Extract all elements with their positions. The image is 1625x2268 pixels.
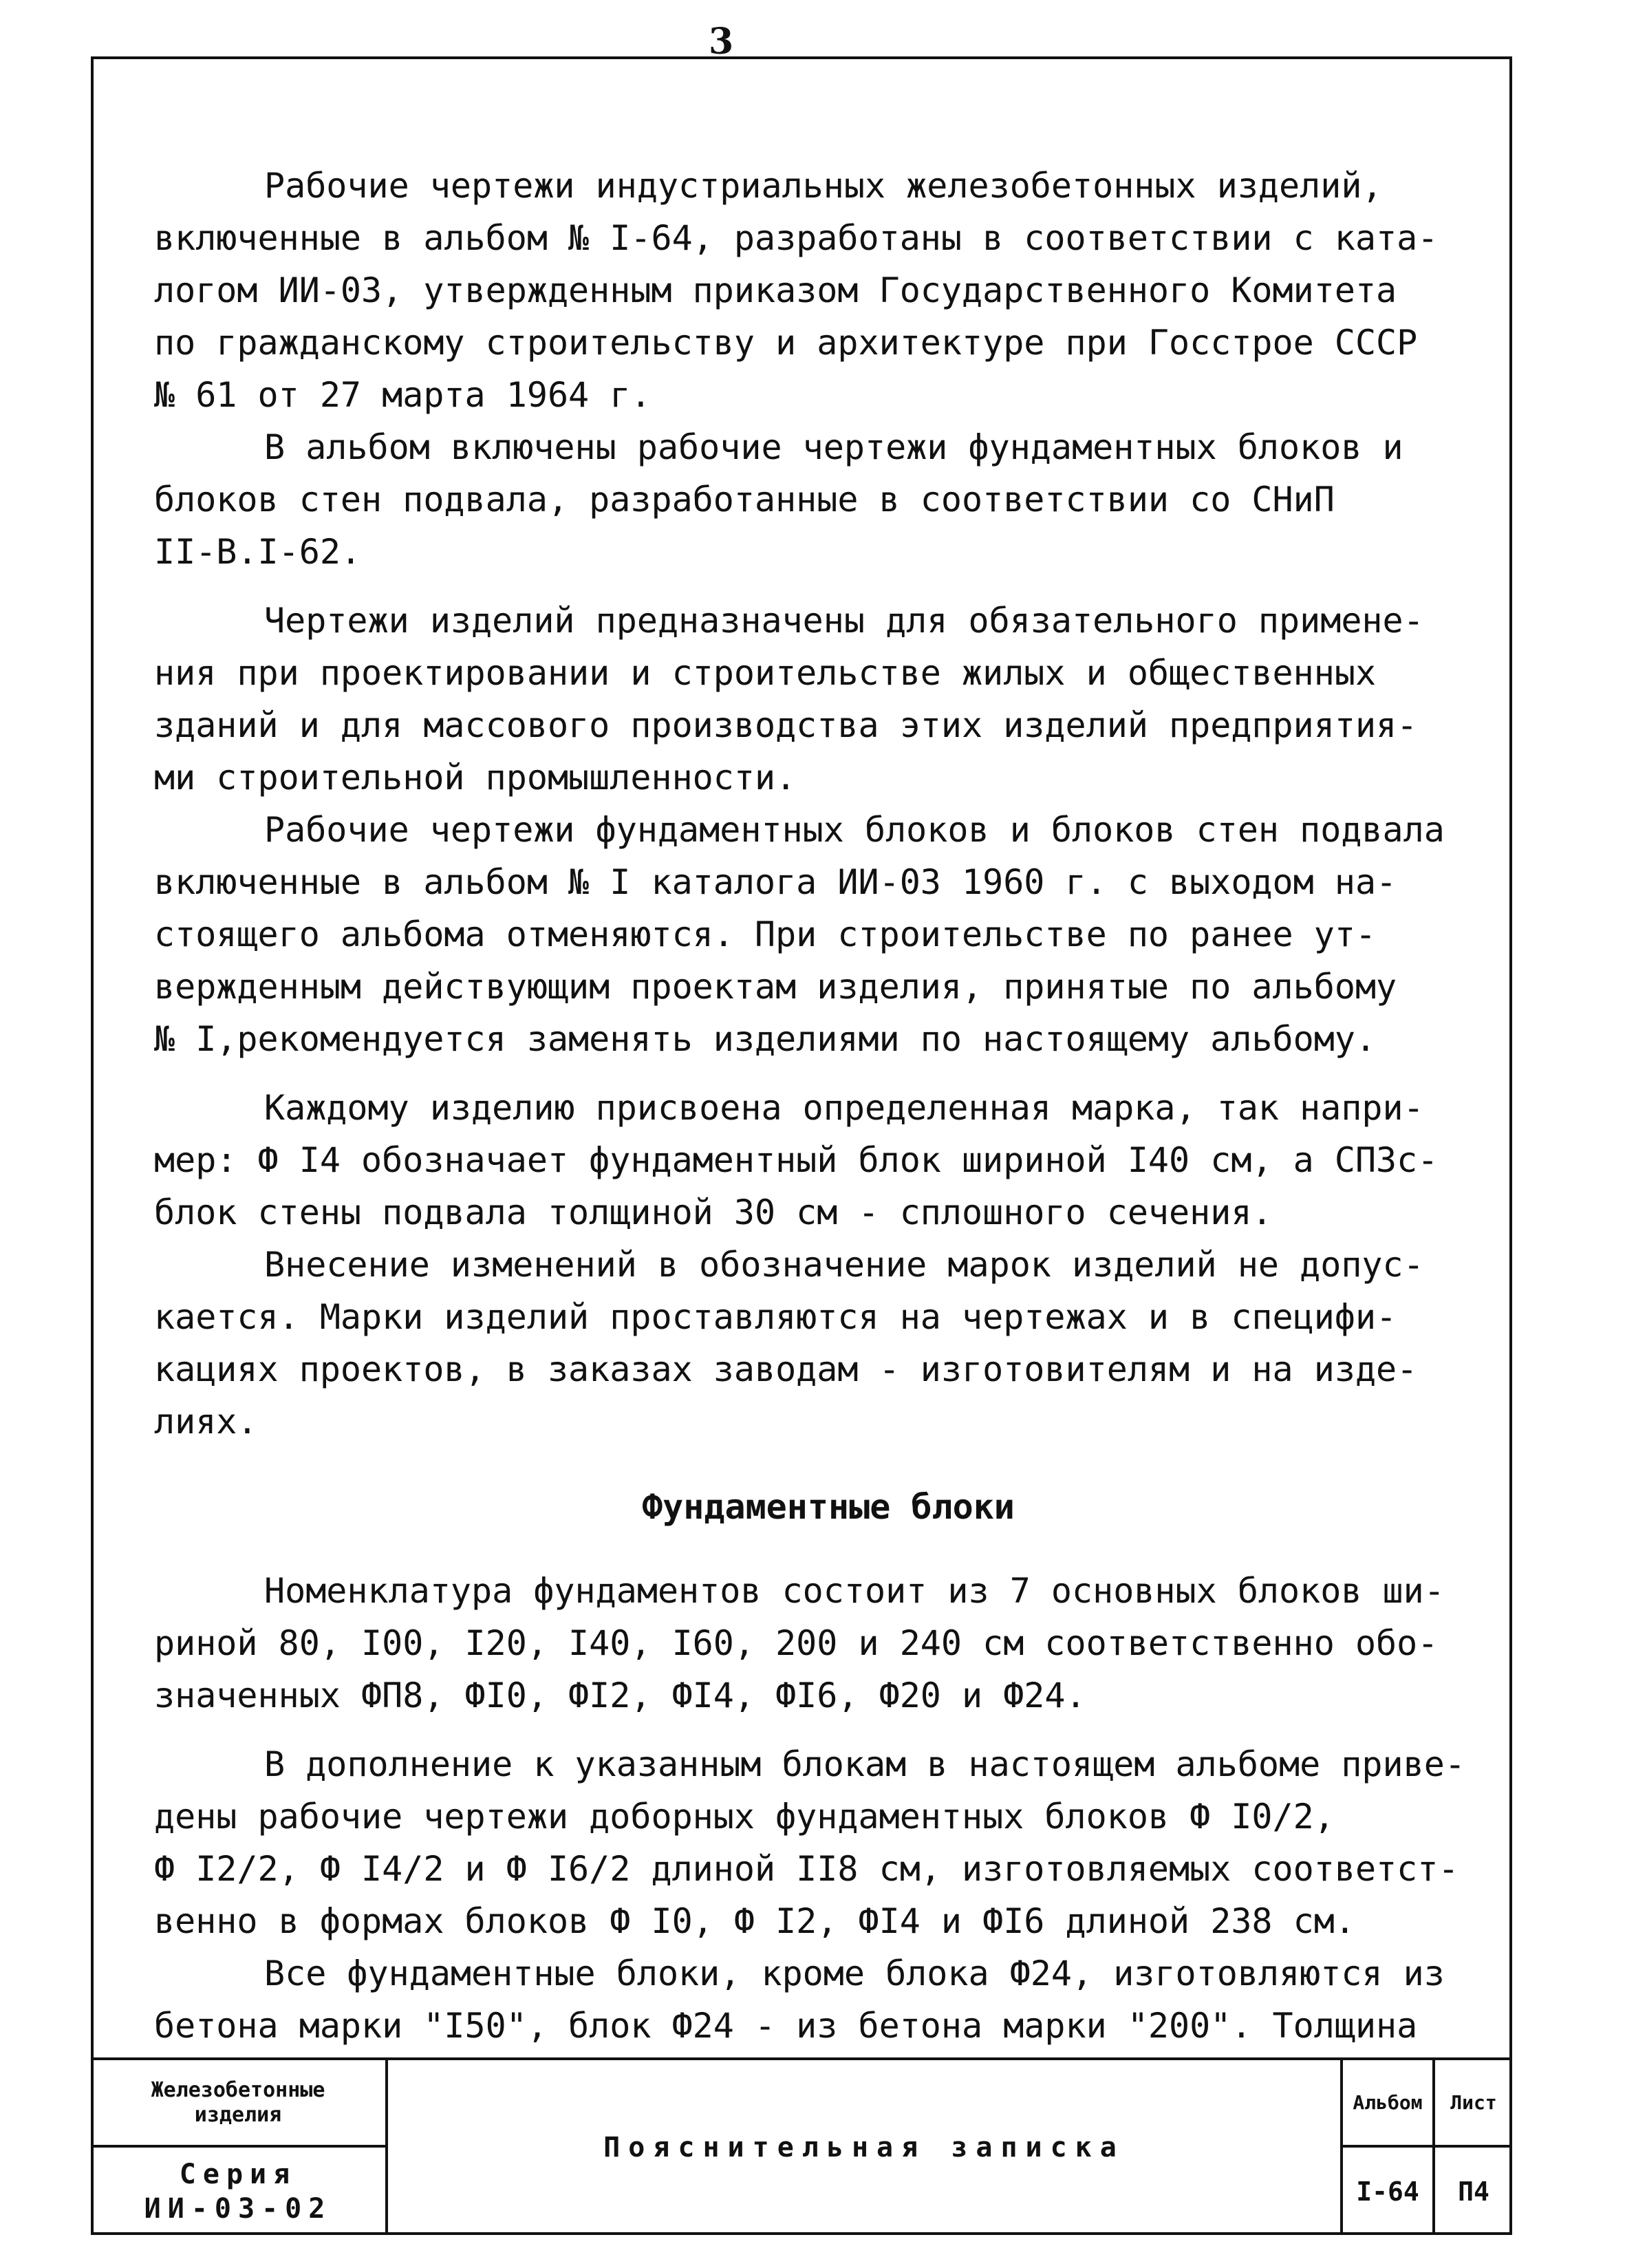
document-title: Пояснительная записка: [388, 2060, 1343, 2235]
org-cell: [91, 2060, 388, 2148]
text-line: по гражданскому строительству и архитектуре при Госстрое СССР: [154, 323, 1418, 363]
document-body: [154, 160, 1503, 2052]
text-line: значенных ФП8, ФI0, ФI2, ФI4, ФI6, Ф20 и Ф24.: [154, 1676, 1086, 1715]
sheet-header: Лист: [1435, 2060, 1512, 2148]
org-line: изделия: [194, 2102, 282, 2127]
sheet-value: П4: [1458, 2176, 1489, 2207]
text-line: Ф I2/2, Ф I4/2 и Ф I6/2 длиной II8 см, изготовляемых соответст-: [154, 1849, 1459, 1889]
text-line: Рабочие чертежи индустриальных железобетонных изделий,: [264, 166, 1383, 206]
text-line: бетона марки "I50", блок Ф24 - из бетона марки "200". Толщина: [154, 2006, 1418, 2046]
text-line: риной 80, I00, I20, I40, I60, 200 и 240 см соответственно обо-: [154, 1623, 1439, 1663]
text-line: Все фундаментные блоки, кроме блока Ф24, изготовляются из: [264, 1954, 1445, 1993]
text-line: мер: Ф I4 обозначает фундаментный блок шириной I40 см, а СП3с-: [154, 1140, 1439, 1180]
text-line: Каждому изделию присвоена определенная марка, так напри-: [264, 1088, 1424, 1128]
text-line: II-B.I-62.: [154, 532, 362, 572]
series-value: ИИ-03-02: [144, 2192, 332, 2225]
page-number: 3: [709, 21, 734, 63]
text-line: Номенклатура фундаментов состоит из 7 основных блоков ши-: [264, 1571, 1445, 1611]
text-line: включенные в альбом № I каталога ИИ-03 1960 г. с выходом на-: [154, 862, 1397, 902]
text-line: логом ИИ-03, утвержденным приказом Государственного Комитета: [154, 270, 1397, 310]
text-line: венно в формах блоков Ф I0, Ф I2, ФI4 и ФI6 длиной 238 см.: [154, 1901, 1355, 1941]
text-line: В альбом включены рабочие чертежи фундаментных блоков и: [264, 427, 1403, 467]
text-line: стоящего альбома отменяются. При строительстве по ранее ут-: [154, 914, 1377, 954]
text-line: дены рабочие чертежи доборных фундаментных блоков Ф I0/2,: [154, 1797, 1335, 1837]
title-block: [91, 2057, 1512, 2235]
series-label: Серия: [179, 2158, 297, 2190]
section-heading: Фундаментные блоки: [642, 1487, 1015, 1527]
text-line: В дополнение к указанным блокам в настоящем альбоме приве-: [264, 1744, 1465, 1784]
text-line: блоков стен подвала, разработанные в соответствии со СНиП: [154, 480, 1335, 520]
text-line: № 61 от 27 марта 1964 г.: [154, 375, 652, 415]
text-line: зданий и для массового производства этих изделий предприятия-: [154, 705, 1418, 745]
text-line: лиях.: [154, 1402, 258, 1442]
text-line: Чертежи изделий предназначены для обязательного примене-: [264, 601, 1424, 641]
text-line: вержденным действующим проектам изделия, принятые по альбому: [154, 967, 1397, 1007]
album-header: Альбом: [1343, 2060, 1435, 2148]
album-value: I-64: [1343, 2148, 1435, 2235]
text-line: включенные в альбом № I-64, разработаны в соответствии с ката-: [154, 218, 1439, 258]
text-line: № I,рекомендуется заменять изделиями по настоящему альбому.: [154, 1019, 1377, 1059]
text-line: кациях проектов, в заказах заводам - изготовителям и на изде-: [154, 1349, 1418, 1389]
text-line: блок стены подвала толщиной 30 см - сплошного сечения.: [154, 1192, 1273, 1232]
text-line: ми строительной промышленности.: [154, 758, 797, 798]
series-cell: [91, 2148, 388, 2235]
text-line: ния при проектировании и строительстве жилых и общественных: [154, 653, 1377, 693]
text-line: Рабочие чертежи фундаментных блоков и блоков стен подвала: [264, 810, 1445, 850]
org-line: Железобетонные: [151, 2077, 325, 2102]
text-line: кается. Марки изделий проставляются на чертежах и в специфи-: [154, 1297, 1397, 1337]
text-line: Внесение изменений в обозначение марок изделий не допус-: [264, 1245, 1424, 1285]
